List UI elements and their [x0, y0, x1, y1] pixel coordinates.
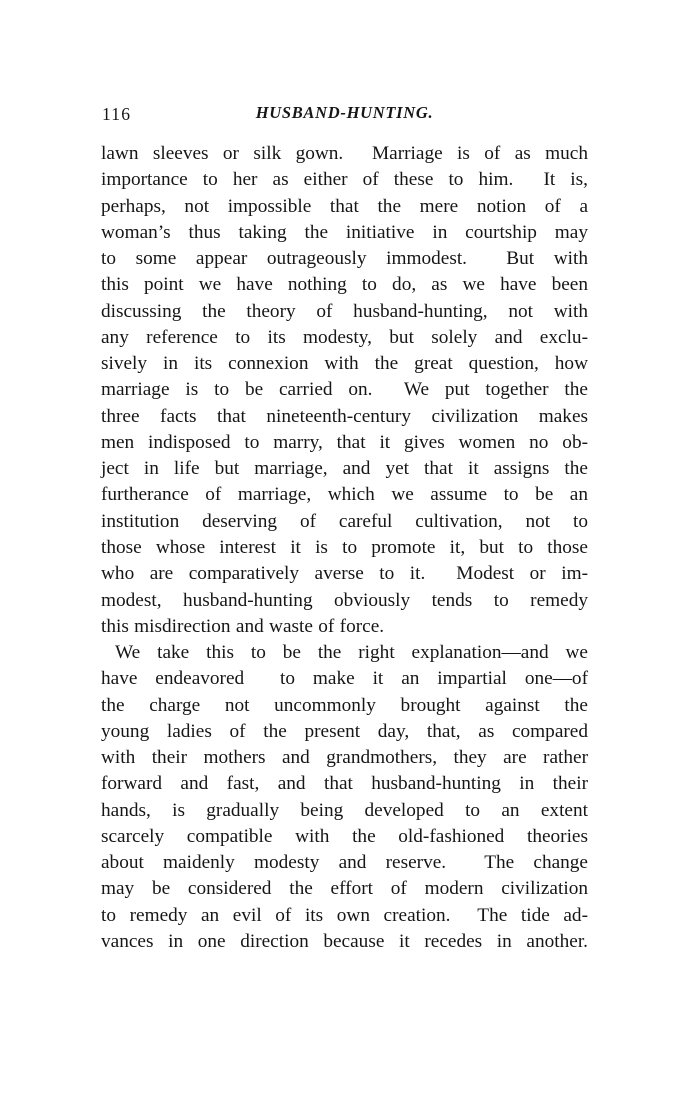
text-block	[101, 141, 588, 955]
text-line: vances in one direction because it recedes in another.	[101, 930, 588, 952]
text-line: this point we have nothing to do, as we have been	[101, 274, 588, 296]
text-line: furtherance of marriage, which we assume to be an	[101, 484, 588, 506]
text-line: forward and fast, and that husband-hunting in their	[101, 773, 588, 795]
text-line: discussing the theory of husband-hunting, not with	[101, 300, 588, 322]
running-head-title: HUSBAND-HUNTING.	[255, 103, 434, 122]
text-line: marriage is to be carried on. We put together the	[101, 379, 588, 401]
text-line: may be considered the effort of modern civilization	[101, 878, 588, 900]
text-line: institution deserving of careful cultivation, not to	[101, 510, 588, 532]
text-line: to remedy an evil of its own creation. The tide ad-	[101, 904, 588, 926]
text-line: this misdirection and waste of force.	[101, 615, 385, 637]
text-line: sively in its connexion with the great question, how	[101, 353, 588, 375]
text-line: lawn sleeves or silk gown. Marriage is of as much	[101, 143, 588, 164]
text-line: scarcely compatible with the old-fashioned theories	[101, 825, 588, 847]
text-line: with their mothers and grandmothers, they are rather	[101, 747, 588, 769]
text-line: those whose interest it is to promote it, but to those	[101, 536, 588, 558]
text-line: We take this to be the right explanation—and we	[115, 642, 588, 664]
text-line: hands, is gradually being developed to an extent	[101, 799, 588, 821]
page-header	[101, 103, 588, 127]
text-line: three facts that nineteenth-century civilization makes	[101, 405, 588, 427]
text-line: young ladies of the present day, that, as compared	[101, 720, 588, 742]
text-line: men indisposed to marry, that it gives women no ob-	[101, 431, 588, 453]
text-line: ject in life but marriage, and yet that it assigns the	[101, 458, 588, 480]
text-line: woman’s thus taking the initiative in courtship may	[101, 221, 588, 243]
text-line: the charge not uncommonly brought against the	[101, 694, 588, 716]
text-line: any reference to its modesty, but solely and exclu-	[101, 326, 588, 348]
text-line: modest, husband-hunting obviously tends to remedy	[101, 589, 588, 611]
text-line: perhaps, not impossible that the mere notion of a	[101, 195, 588, 217]
text-line: about maidenly modesty and reserve. The change	[101, 852, 588, 874]
text-line: have endeavored to make it an impartial one—of	[101, 668, 588, 690]
text-line: importance to her as either of these to him. It is,	[101, 169, 588, 191]
page-number: 116	[102, 104, 132, 124]
text-line: to some appear outrageously immodest. But with	[101, 248, 588, 270]
text-line: who are comparatively averse to it. Modest or im-	[101, 563, 588, 585]
